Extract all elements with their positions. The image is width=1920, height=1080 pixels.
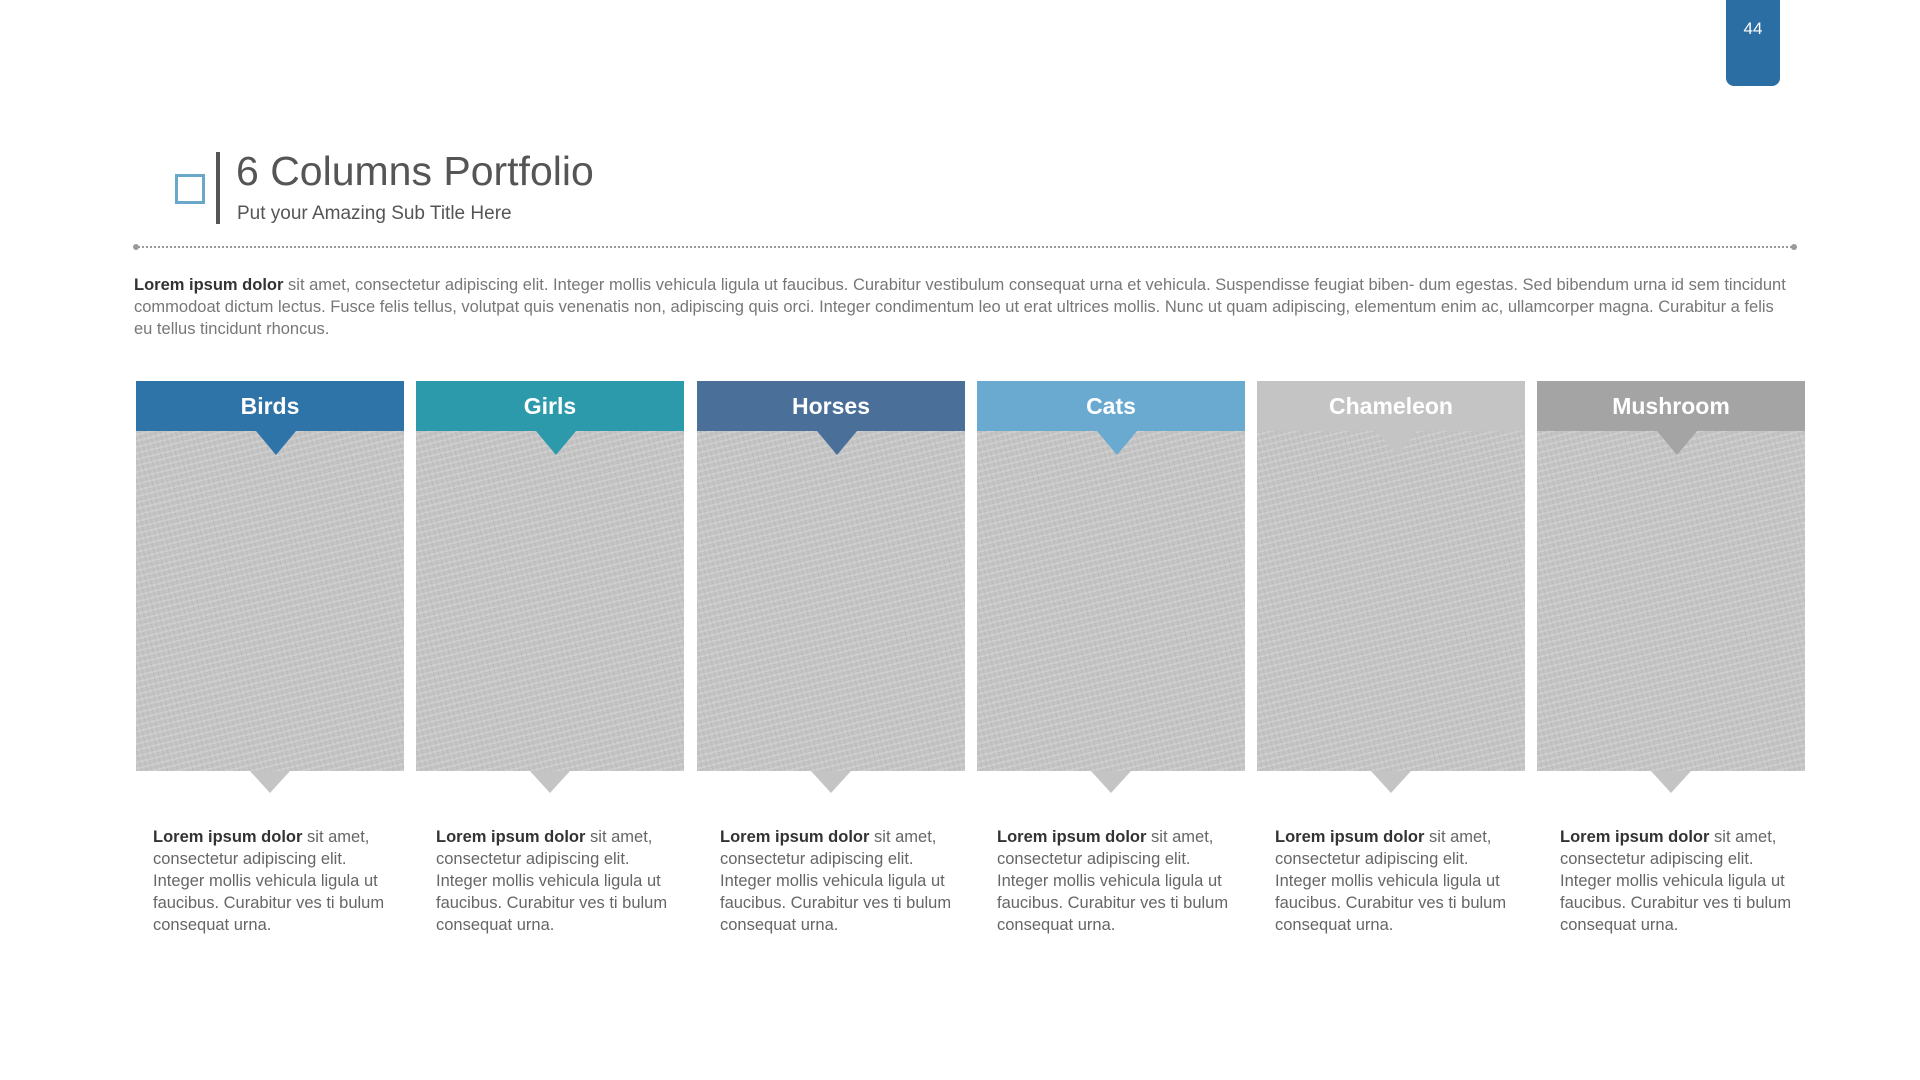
image-pointer-icon bbox=[1371, 771, 1411, 793]
image-placeholder bbox=[416, 431, 684, 771]
column-text-lead: Lorem ipsum dolor bbox=[720, 828, 870, 846]
title-divider-bar bbox=[216, 152, 220, 224]
column-header: Girls bbox=[416, 381, 684, 431]
column-description-cats bbox=[997, 826, 1242, 936]
column-text-lead: Lorem ipsum dolor bbox=[153, 828, 303, 846]
header-pointer-icon bbox=[1377, 431, 1417, 455]
image-placeholder bbox=[1257, 431, 1525, 771]
title-square-icon bbox=[175, 174, 205, 204]
column-description-mushroom bbox=[1560, 826, 1805, 936]
intro-lead: Lorem ipsum dolor bbox=[134, 276, 284, 294]
column-text-lead: Lorem ipsum dolor bbox=[436, 828, 586, 846]
column-text-body: sit amet, consectetur adipiscing elit. Integer mollis vehicula ligula ut faucibus. Curabitur ves ti bulum consequat urna. bbox=[720, 828, 952, 934]
header-pointer-icon bbox=[817, 431, 857, 455]
header-pointer-icon bbox=[536, 431, 576, 455]
page-subtitle: Put your Amazing Sub Title Here bbox=[237, 203, 512, 224]
intro-paragraph bbox=[134, 274, 1794, 340]
column-description-chameleon bbox=[1275, 826, 1520, 936]
page-number: 44 bbox=[1743, 19, 1763, 38]
portfolio-column-girls bbox=[416, 381, 684, 791]
column-text-body: sit amet, consectetur adipiscing elit. Integer mollis vehicula ligula ut faucibus. Curabitur ves ti bulum consequat urna. bbox=[436, 828, 668, 934]
page-title: 6 Columns Portfolio bbox=[236, 148, 594, 194]
column-text-body: sit amet, consectetur adipiscing elit. Integer mollis vehicula ligula ut faucibus. Curabitur ves ti bulum consequat urna. bbox=[1560, 828, 1792, 934]
column-description-girls bbox=[436, 826, 681, 936]
image-pointer-icon bbox=[250, 771, 290, 793]
portfolio-column-chameleon bbox=[1257, 381, 1525, 791]
image-placeholder bbox=[136, 431, 404, 771]
image-pointer-icon bbox=[811, 771, 851, 793]
intro-body: sit amet, consectetur adipiscing elit. Integer mollis vehicula ligula ut faucibus. Curabitur vestibulum consequat urna et vehicula. Suspendisse feugiat biben- dum egestas. Sed bibendum urna id sem tincidunt commodoat dictum lectus. Fusce felis tellus, volutpat quis venenatis non, adipiscing quis orci. Integer condimentum leo ut erat ultrices mollis. Nunc ut quam adipiscing, elementum enim ac, ullamcorper magna. Curabitur a felis eu tellus tincidunt rhoncus. bbox=[134, 276, 1786, 338]
image-pointer-icon bbox=[1651, 771, 1691, 793]
portfolio-column-mushroom bbox=[1537, 381, 1805, 791]
portfolio-column-cats bbox=[977, 381, 1245, 791]
header-pointer-icon bbox=[1097, 431, 1137, 455]
column-text-lead: Lorem ipsum dolor bbox=[997, 828, 1147, 846]
image-placeholder bbox=[697, 431, 965, 771]
portfolio-column-birds bbox=[136, 381, 404, 791]
column-text-lead: Lorem ipsum dolor bbox=[1560, 828, 1710, 846]
column-text-body: sit amet, consectetur adipiscing elit. Integer mollis vehicula ligula ut faucibus. Curabitur ves ti bulum consequat urna. bbox=[153, 828, 385, 934]
column-header: Cats bbox=[977, 381, 1245, 431]
column-description-horses bbox=[720, 826, 965, 936]
header-pointer-icon bbox=[1657, 431, 1697, 455]
image-placeholder bbox=[977, 431, 1245, 771]
column-text-body: sit amet, consectetur adipiscing elit. Integer mollis vehicula ligula ut faucibus. Curabitur ves ti bulum consequat urna. bbox=[1275, 828, 1507, 934]
image-placeholder bbox=[1537, 431, 1805, 771]
column-header: Horses bbox=[697, 381, 965, 431]
image-pointer-icon bbox=[530, 771, 570, 793]
column-header: Mushroom bbox=[1537, 381, 1805, 431]
column-header: Birds bbox=[136, 381, 404, 431]
portfolio-column-horses bbox=[697, 381, 965, 791]
image-pointer-icon bbox=[1091, 771, 1131, 793]
page-number-tab bbox=[1726, 0, 1780, 86]
column-header: Chameleon bbox=[1257, 381, 1525, 431]
header-pointer-icon bbox=[256, 431, 296, 455]
column-text-body: sit amet, consectetur adipiscing elit. Integer mollis vehicula ligula ut faucibus. Curabitur ves ti bulum consequat urna. bbox=[997, 828, 1229, 934]
column-description-birds bbox=[153, 826, 398, 936]
column-text-lead: Lorem ipsum dolor bbox=[1275, 828, 1425, 846]
dotted-divider bbox=[135, 246, 1795, 248]
